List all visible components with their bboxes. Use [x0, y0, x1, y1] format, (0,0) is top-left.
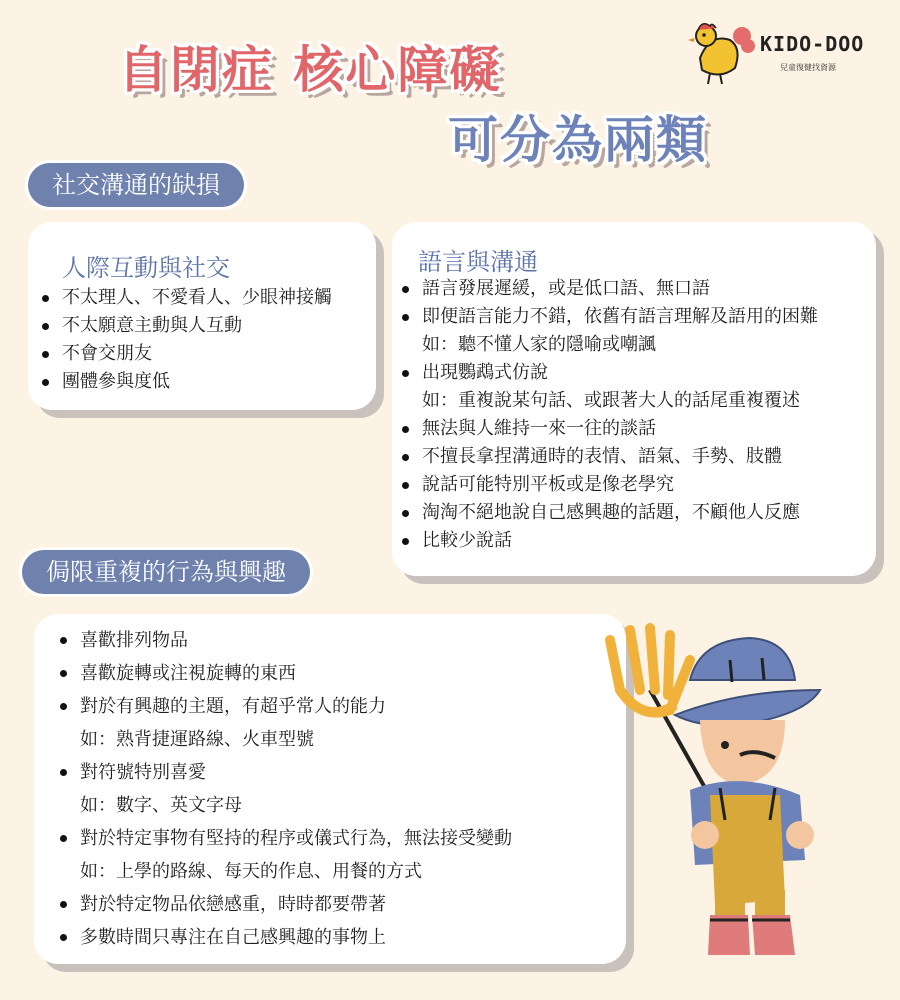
list-item: 對於特定事物有堅持的程序或儀式行為，無法接受變動 — [56, 822, 622, 855]
list-item-example: 如：熟背捷運路線、火車型號 — [80, 729, 314, 750]
brand-name: KIDO-DOO — [760, 32, 865, 56]
list-item: 語言發展遲緩，或是低口語、無口語 — [398, 275, 874, 303]
card-language-heading: 語言與溝通 — [418, 248, 538, 276]
rooster-logo-icon — [680, 18, 760, 88]
list-item: 喜歡旋轉或注視旋轉的東西 — [56, 657, 622, 690]
list-item: 對符號特別喜愛 — [56, 756, 622, 789]
list-item: 不擅長拿捏溝通時的表情、語氣、手勢、肢體 — [398, 443, 874, 471]
farmer-with-pitchfork — [590, 620, 850, 970]
title-line-2: 可分為兩類 — [448, 111, 708, 169]
list-item: 不會交朋友 — [38, 340, 374, 368]
list-item: 團體參與度低 — [38, 368, 374, 396]
card-social-heading: 人際互動與社交 — [62, 254, 230, 282]
section-repetitive-behavior-label: 侷限重複的行為與興趣 — [22, 550, 310, 594]
list-item-example: 如：聽不懂人家的隱喻或嘲諷 — [422, 334, 656, 355]
list-item: 不太理人、不愛看人、少眼神接觸 — [38, 284, 374, 312]
list-item: 即便語言能力不錯，依舊有語言理解及語用的困難 — [398, 303, 874, 331]
list-item: 無法與人維持一來一往的談話 — [398, 415, 874, 443]
social-list — [38, 284, 374, 396]
card-social-interaction — [28, 222, 376, 410]
repetitive-list — [56, 624, 622, 954]
list-item: 出現鸚鵡式仿說 — [398, 359, 874, 387]
language-list — [398, 275, 874, 555]
list-item-example: 如：數字、英文字母 — [80, 795, 242, 816]
list-item: 淘淘不絕地說自己感興趣的話題，不顧他人反應 — [398, 499, 874, 527]
list-item: 比較少說話 — [398, 527, 874, 555]
list-item: 多數時間只專注在自己感興趣的事物上 — [56, 921, 622, 954]
list-item-example: 如：重複說某句話、或跟著大人的話尾重複覆述 — [422, 390, 800, 411]
card-language-communication — [392, 222, 876, 576]
brand-logo — [680, 18, 880, 88]
list-item: 不太願意主動與人互動 — [38, 312, 374, 340]
brand-subtitle: 兒童復健找資源 — [780, 63, 836, 72]
list-item: 對於特定物品依戀感重，時時都要帶著 — [56, 888, 622, 921]
section-social-communication-label: 社交溝通的缺損 — [28, 163, 244, 207]
card-repetitive-behaviors — [34, 614, 626, 964]
list-item: 喜歡排列物品 — [56, 624, 622, 657]
list-item: 對於有興趣的主題，有超乎常人的能力 — [56, 690, 622, 723]
list-item: 說話可能特別平板或是像老學究 — [398, 471, 874, 499]
title-line-1: 自閉症 核心障礙 — [118, 41, 502, 99]
list-item-example: 如：上學的路線、每天的作息、用餐的方式 — [80, 861, 422, 882]
